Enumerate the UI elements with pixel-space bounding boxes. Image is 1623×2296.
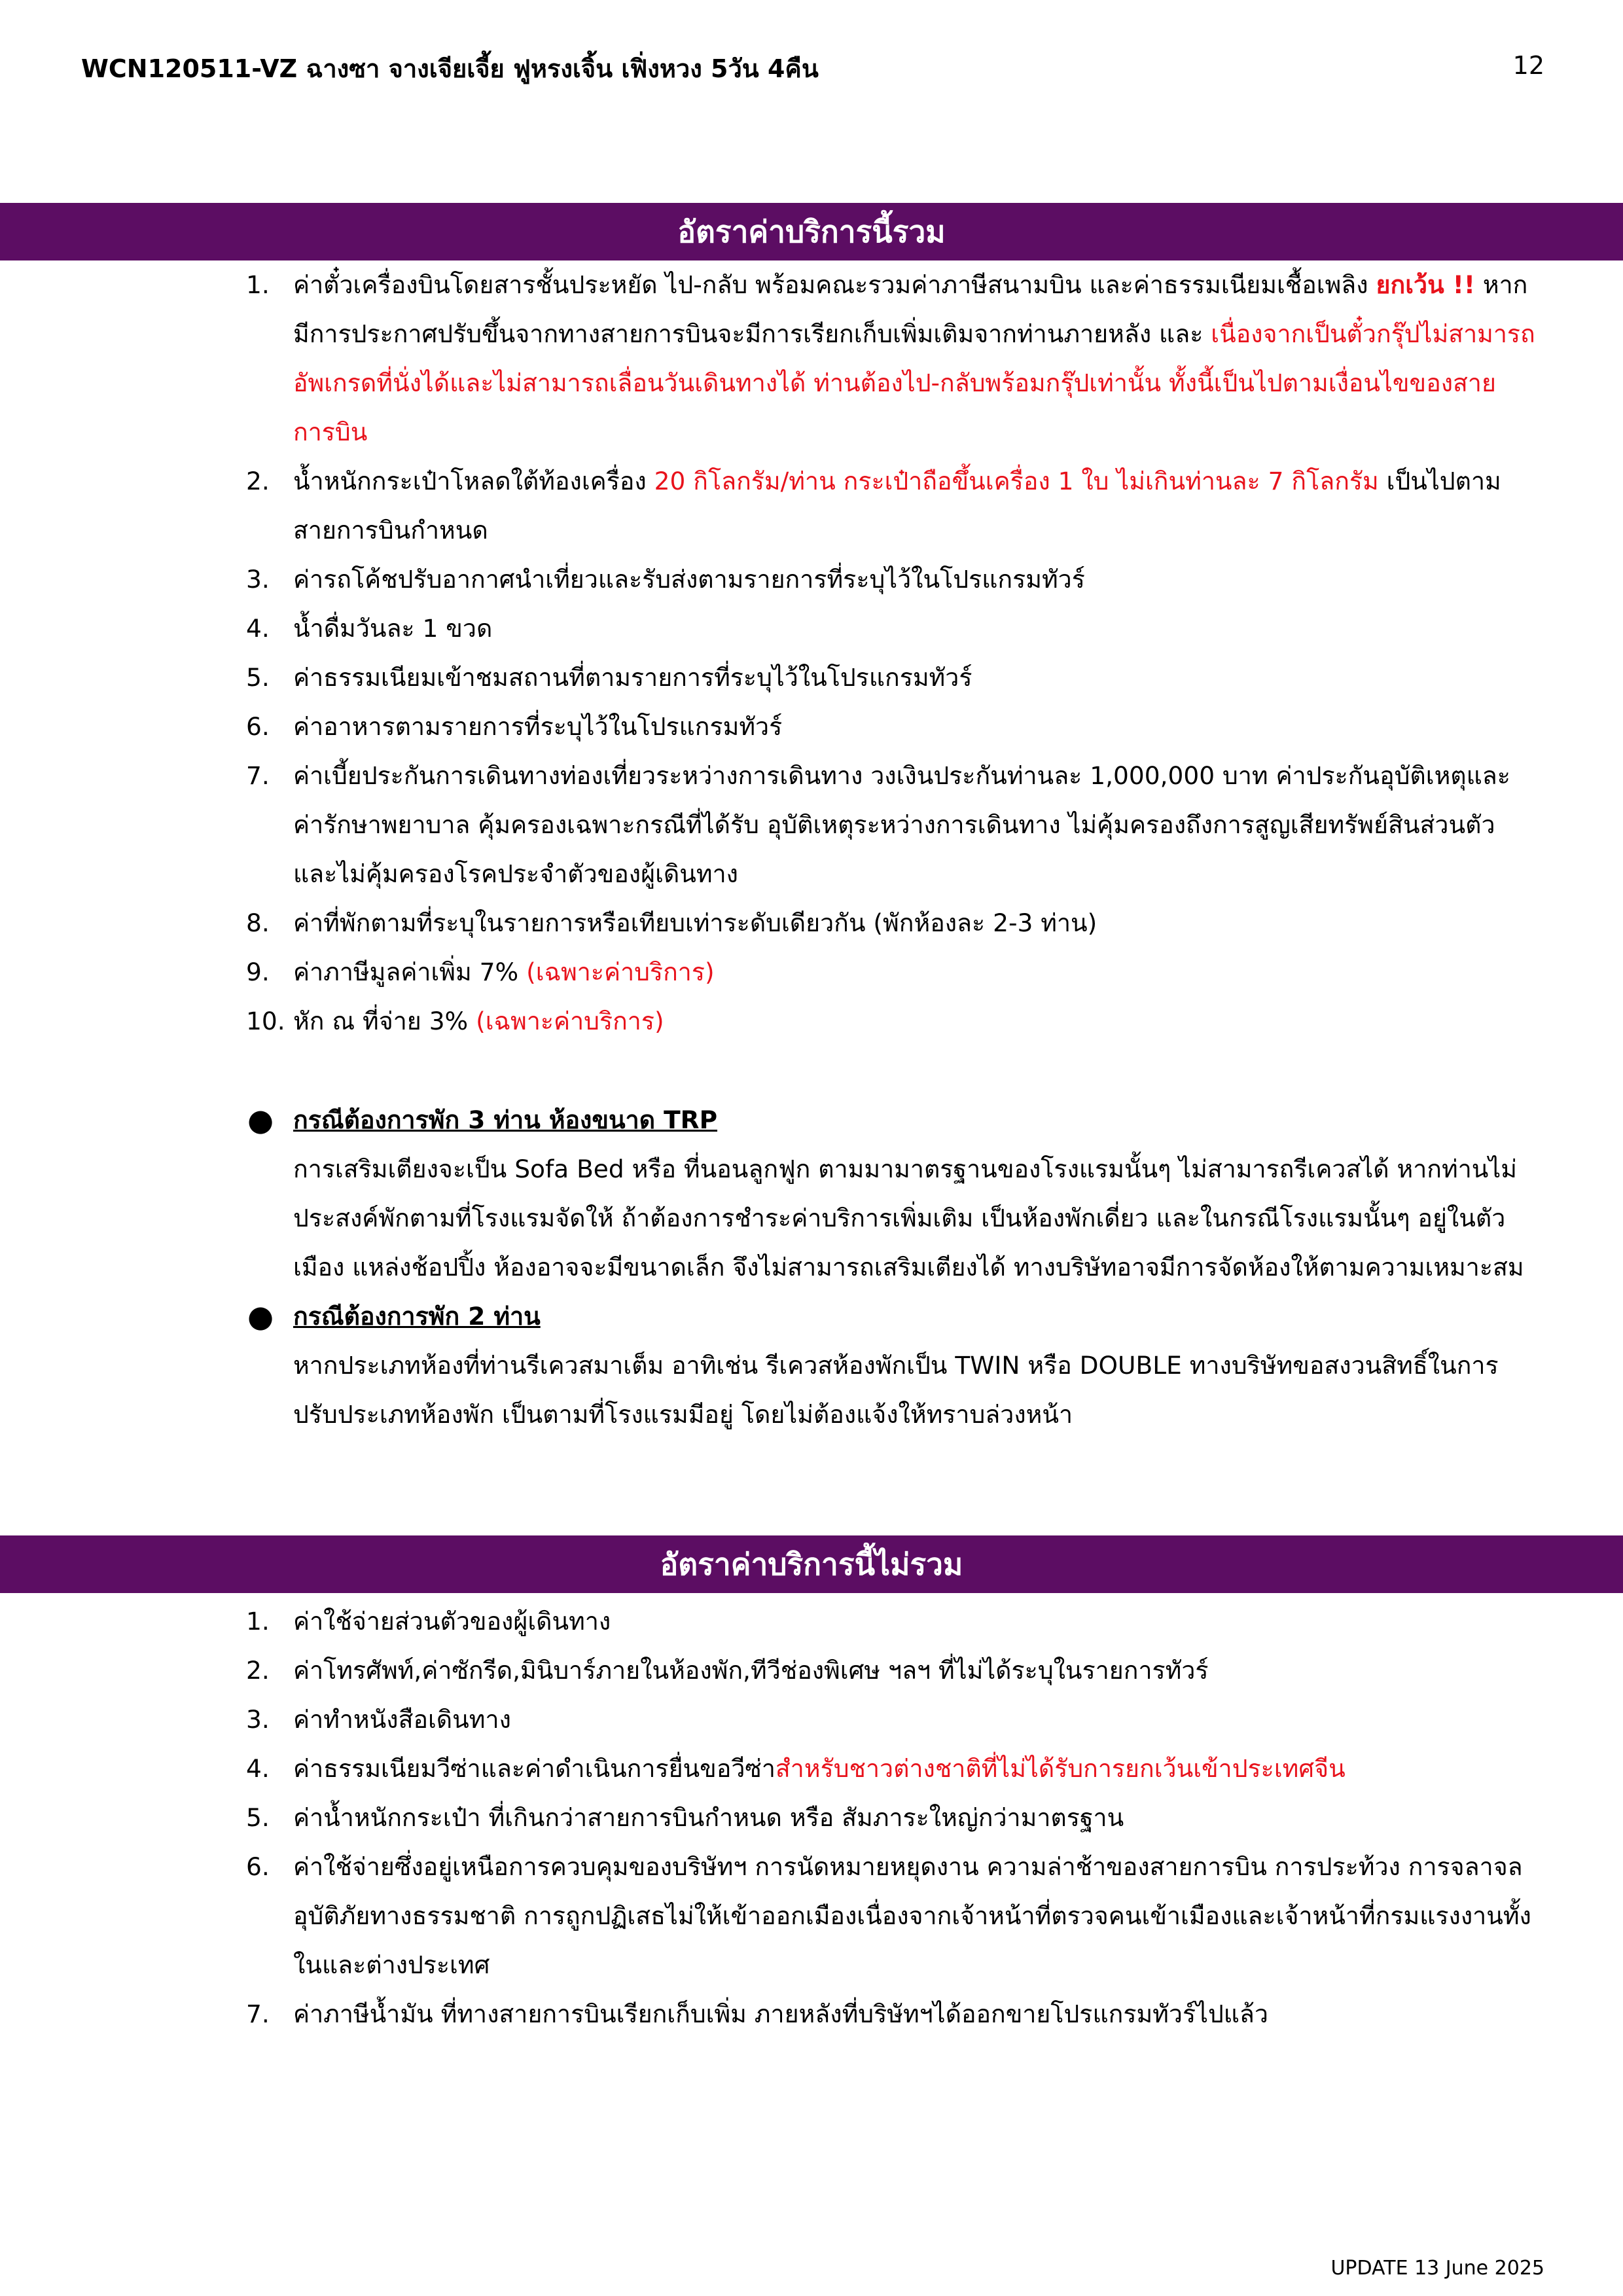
- item-number: 2.: [246, 467, 270, 495]
- item-text: ค่าทำหนังสือเดินทาง: [293, 1705, 511, 1734]
- list-item: [0, 1744, 1537, 1793]
- item-number: 9.: [246, 958, 270, 986]
- list-item: [0, 1842, 1537, 1990]
- item-text: หัก ณ ที่จ่าย 3%: [293, 1007, 476, 1035]
- item-text: ค่าที่พักตามที่ระบุในรายการหรือเทียบเท่าระดับเดียวกัน (พักห้องละ 2-3 ท่าน): [293, 908, 1097, 937]
- item-red-note: (เฉพาะค่าบริการ): [476, 1007, 664, 1035]
- room-notes: [0, 1096, 1537, 1439]
- item-number: 7.: [246, 761, 270, 790]
- list-item: [0, 899, 1537, 948]
- item-number: 3.: [246, 565, 270, 594]
- list-item: [0, 1695, 1537, 1744]
- item-number: 5.: [246, 1803, 270, 1832]
- item-text: ค่ารถโค้ชปรับอากาศนำเที่ยวและรับส่งตามรายการที่ระบุไว้ในโปรแกรมทัวร์: [293, 565, 1085, 594]
- item-number: 3.: [246, 1705, 270, 1734]
- document-title: WCN120511-VZ ฉางซา จางเจียเจี้ย ฟูหรงเจิ้น เฟิ่งหวง 5วัน 4คืน: [81, 54, 819, 83]
- item-red-note: เนื่องจากเป็นตั๋วกรุ๊ปไม่สามารถ อัพเกรดที่นั่งได้และไม่สามารถเลื่อนวันเดินทางได้ ท่านต้องไป-กลับพร้อมกรุ๊ปเท่านั้น ทั้งนี้เป็นไปตามเงื่อนไขของสายการบิน: [293, 319, 1535, 446]
- list-item: [0, 1793, 1537, 1842]
- item-number: 7.: [246, 2000, 270, 2028]
- item-text: ค่าใช้จ่ายซึ่งอยู่เหนือการควบคุมของบริษัทฯ การนัดหมายหยุดงาน ความล่าช้าของสายการบิน การประท้วง การจลาจล อุบัติภัยทางธรรมชาติ การถูกปฏิเสธไม่ให้เข้าออกเมืองเนื่องจากเจ้าหน้าที่ตรวจคนเข้าเมืองและเจ้าหน้าที่กรมแรงงานทั้งในและต่างประเทศ: [293, 1852, 1531, 1979]
- item-text: น้ำหนักกระเป๋าโหลดใต้ท้องเครื่อง: [293, 467, 654, 495]
- excluded-heading: อัตราค่าบริการนี้ไม่รวม: [660, 1546, 963, 1582]
- item-number: 4.: [246, 1754, 270, 1783]
- update-date: UPDATE 13 June 2025: [1330, 2257, 1544, 2280]
- room-note-body: การเสริมเตียงจะเป็น Sofa Bed หรือ ที่นอนลูกฟูก ตามมามาตรฐานของโรงแรมนั้นๆ ไม่สามารถรีเควสได้ หากท่านไม่ประสงค์พักตามที่โรงแรมจัดให้ ถ้าต้องการชำระค่าบริการเพิ่มเติม เป็นห้องพักเดี่ยว และในกรณีโรงแรมนั้นๆ อยู่ในตัวเมือง แหล่งช้อปปิ้ง ห้องอาจจะมีขนาดเล็ก จึงไม่สามารถเสริมเตียงได้ ทางบริษัทอาจมีการจัดห้องให้ตามความเหมาะสม: [293, 1155, 1524, 1282]
- item-text: ค่าเบี้ยประกันการเดินทางท่องเที่ยวระหว่างการเดินทาง วงเงินประกันท่านละ 1,000,000 บาท ค่าประกันอุบัติเหตุและค่ารักษาพยาบาล คุ้มครองเฉพาะกรณีที่ได้รับ อุบัติเหตุระหว่างการเดินทาง ไม่คุ้มครองถึงการสูญเสียทรัพย์สินส่วนตัวและไม่คุ้มครองโรคประจำตัวของผู้เดินทาง: [293, 761, 1510, 888]
- room-note-body: หากประเภทห้องที่ท่านรีเควสมาเต็ม อาทิเช่น รีเควสห้องพักเป็น TWIN หรือ DOUBLE ทางบริษัทขอสงวนสิทธิ์ในการปรับประเภทห้องพัก เป็นตามที่โรงแรมมีอยู่ โดยไม่ต้องแจ้งให้ทราบล่วงหน้า: [293, 1351, 1499, 1429]
- included-heading: อัตราค่าบริการนี้รวม: [677, 213, 946, 249]
- item-number: 6.: [246, 1852, 270, 1881]
- list-item: [0, 751, 1537, 899]
- item-text: ค่าภาษีน้ำมัน ที่ทางสายการบินเรียกเก็บเพิ่ม ภายหลังที่บริษัทฯได้ออกขายโปรแกรมทัวร์ไปแล้ว: [293, 2000, 1268, 2028]
- item-emphasis: ยกเว้น !!: [1376, 270, 1475, 299]
- list-item: [0, 997, 1537, 1046]
- item-text: น้ำดื่มวันละ 1 ขวด: [293, 614, 493, 643]
- list-item: [0, 604, 1537, 653]
- excluded-section-header: [0, 1535, 1623, 1593]
- item-text: ค่าน้ำหนักกระเป๋า ที่เกินกว่าสายการบินกำหนด หรือ สัมภาระใหญ่กว่ามาตรฐาน: [293, 1803, 1124, 1832]
- bullet-icon: ●: [247, 1102, 274, 1138]
- item-text: ค่าใช้จ่ายส่วนตัวของผู้เดินทาง: [293, 1607, 611, 1636]
- item-number: 1.: [246, 1607, 270, 1636]
- item-number: 8.: [246, 908, 270, 937]
- item-text: ค่าอาหารตามรายการที่ระบุไว้ในโปรแกรมทัวร์: [293, 712, 783, 741]
- list-item: [0, 555, 1537, 604]
- list-item: [0, 1597, 1537, 1646]
- room-note-heading: กรณีต้องการพัก 2 ท่าน: [293, 1302, 541, 1331]
- item-text: ค่าธรรมเนียมวีซ่าและค่าดำเนินการยื่นขอวีซ่า: [293, 1754, 776, 1783]
- item-number: 4.: [246, 614, 270, 643]
- list-item: [0, 702, 1537, 751]
- included-section-header: [0, 203, 1623, 260]
- item-text: ค่าภาษีมูลค่าเพิ่ม 7%: [293, 958, 527, 986]
- item-number: 2.: [246, 1656, 270, 1685]
- room-note-heading: กรณีต้องการพัก 3 ท่าน ห้องขนาด TRP: [293, 1105, 718, 1134]
- item-text-2: เป็นไปตามสายการบินกำหนด: [293, 467, 1501, 545]
- item-red-note: 20 กิโลกรัม/ท่าน กระเป๋าถือขึ้นเครื่อง 1 ใบ ไม่เกินท่านละ 7 กิโลกรัม: [654, 467, 1379, 495]
- item-number: 1.: [246, 270, 270, 299]
- room-note-double: [0, 1292, 1537, 1439]
- item-text: ค่าโทรศัพท์,ค่าซักรีด,มินิบาร์ภายในห้องพัก,ทีวีช่องพิเศษ ฯลฯ ที่ไม่ได้ระบุในรายการทัวร์: [293, 1656, 1209, 1685]
- item-red-note: (เฉพาะค่าบริการ): [526, 958, 715, 986]
- page-number: 12: [1512, 51, 1544, 80]
- item-text: ค่าตั๋วเครื่องบินโดยสารชั้นประหยัด ไป-กลับ พร้อมคณะรวมค่าภาษีสนามบิน และค่าธรรมเนียมเชื้อเพลิง: [293, 270, 1368, 299]
- included-list: [0, 260, 1537, 1046]
- room-note-triple: [0, 1096, 1537, 1292]
- item-number: 10.: [246, 1007, 285, 1035]
- bullet-icon: ●: [247, 1299, 274, 1334]
- item-number: 6.: [246, 712, 270, 741]
- list-item: [0, 948, 1537, 997]
- item-red-note: สำหรับชาวต่างชาติที่ไม่ได้รับการยกเว้นเข้าประเทศจีน: [775, 1754, 1346, 1783]
- list-item: [0, 457, 1537, 555]
- list-item: [0, 1990, 1537, 2039]
- excluded-list: [0, 1597, 1537, 2039]
- list-item: [0, 260, 1537, 457]
- item-text: ค่าธรรมเนียมเข้าชมสถานที่ตามรายการที่ระบุไว้ในโปรแกรมทัวร์: [293, 663, 972, 692]
- list-item: [0, 653, 1537, 702]
- item-text-2: หากมีการประกาศปรับขึ้นจากทางสายการบินจะมีการเรียกเก็บเพิ่มเติมจากท่านภายหลัง และ: [293, 270, 1528, 348]
- item-number: 5.: [246, 663, 270, 692]
- list-item: [0, 1646, 1537, 1695]
